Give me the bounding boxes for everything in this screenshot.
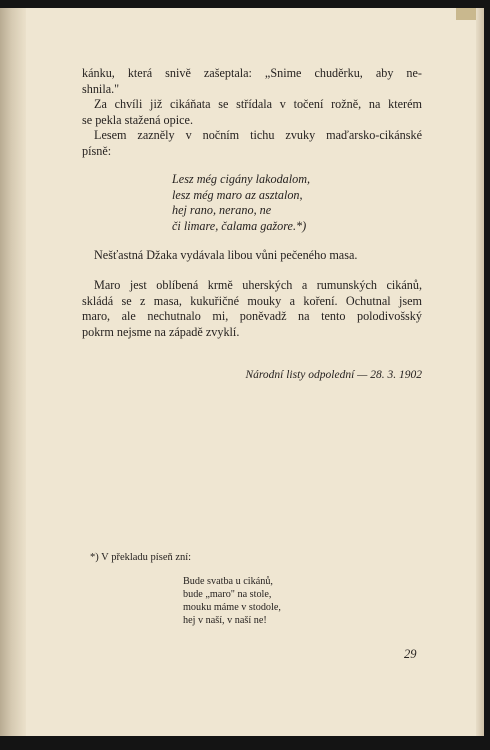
footnote-intro: *) V překladu píseň zní: <box>90 552 192 563</box>
paragraph-3-line-1: Lesem zazněly v nočním tichu zvuky maďarsko-cikánské <box>94 128 422 142</box>
poem <box>172 172 310 234</box>
paragraph-3-line-2: písně: <box>82 143 112 158</box>
book-page <box>0 8 484 736</box>
paragraph-5-line-1: Maro jest oblíbená krmě uherských a rumunských cikánů, <box>94 278 422 292</box>
book-spine-shadow <box>0 8 26 736</box>
paragraph-1-line-1: kánku, která snivě zašeptala: „Snime chuděrku, aby ne- <box>82 66 422 80</box>
paragraph-2-line-2: se pekla stažená opice. <box>82 112 193 127</box>
page-edge <box>476 8 484 736</box>
poem-line: či limare, čalama gažore.*) <box>172 218 307 233</box>
bookmark-tab <box>456 8 476 20</box>
paragraph-1 <box>82 66 422 97</box>
paragraph-1-line-2: shnila." <box>82 81 120 96</box>
footnote-poem-line: mouku máme v stodole, <box>183 602 281 613</box>
paragraph-5-line-2: skládá se z masa, kukuřičné mouky a koření. Ochutnal jsem <box>82 293 422 308</box>
footnote-poem-line: hej v naší, v naší ne! <box>183 615 267 626</box>
poem-line: lesz még maro az asztalon, <box>172 187 303 202</box>
paragraph-5-line-4: pokrm nejsme na západě zvyklí. <box>82 324 240 339</box>
page-number: 29 <box>404 647 417 661</box>
source-citation: Národní listy odpolední — 28. 3. 1902 <box>245 369 422 381</box>
paragraph-2-line-1: Za chvíli již cikáňata se střídala v točení rožně, na kterém <box>94 97 422 111</box>
footnote-poem <box>183 575 281 627</box>
footnote-poem-line: Bude svatba u cikánů, <box>183 576 273 587</box>
paragraph-4 <box>82 248 422 264</box>
poem-line: Lesz még cigány lakodalom, <box>172 172 311 186</box>
paragraph-2 <box>82 97 422 128</box>
paragraph-4-line-1: Nešťastná Džaka vydávala libou vůni pečeného masa. <box>94 248 358 262</box>
paragraph-3 <box>82 128 422 159</box>
paragraph-5 <box>82 278 422 340</box>
poem-line: hej rano, nerano, ne <box>172 203 272 218</box>
paragraph-5-line-3: maro, ale nechutnalo mi, poněvadž na tento polodivošský <box>82 309 422 324</box>
footnote-poem-line: bude „maro" na stole, <box>183 589 272 600</box>
